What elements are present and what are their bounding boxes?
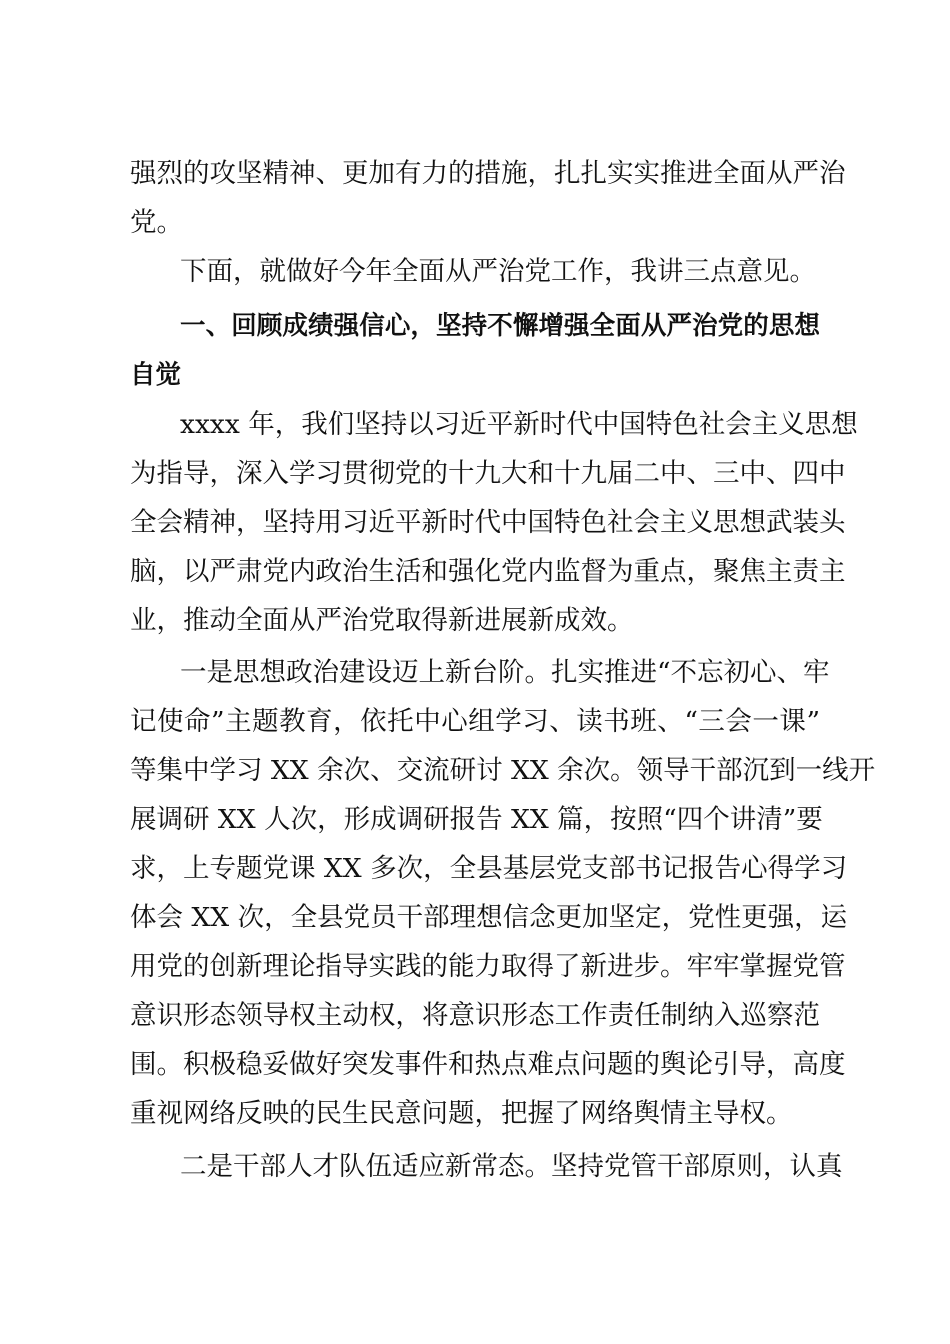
text-line-12: 记使命”主题教育，依托中心组学习、读书班、“三会一课” [130, 706, 820, 737]
text-line-6: xxxx 年，我们坚持以习近平新时代中国特色社会主义思想 [180, 409, 858, 440]
text-line-7: 为指导，深入学习贯彻党的十九大和十九届二中、三中、四中 [130, 458, 846, 489]
text-line-10: 业，推动全面从严治党取得新进展新成效。 [130, 605, 634, 636]
text-line-13: 等集中学习 XX 余次、交流研讨 XX 余次。领导干部沉到一线开 [130, 755, 876, 786]
text-line-19: 围。积极稳妥做好突发事件和热点难点问题的舆论引导，高度 [130, 1049, 846, 1080]
text-line-15: 求，上专题党课 XX 多次，全县基层党支部书记报告心得学习 [130, 853, 848, 884]
text-line-18: 意识形态领导权主动权，将意识形态工作责任制纳入巡察范 [130, 1000, 820, 1031]
section-heading-line-1: 一、回顾成绩强信心，坚持不懈增强全面从严治党的思想 [180, 311, 820, 341]
text-line-1: 强烈的攻坚精神、更加有力的措施，扎扎实实推进全面从严治 [130, 158, 846, 189]
text-line-3: 下面，就做好今年全面从严治党工作，我讲三点意见。 [180, 256, 816, 287]
text-line-8: 全会精神，坚持用习近平新时代中国特色社会主义思想武装头 [130, 507, 846, 538]
text-line-21: 二是干部人才队伍适应新常态。坚持党管干部原则，认真 [180, 1151, 843, 1182]
text-line-11: 一是思想政治建设迈上新台阶。扎实推进“不忘初心、牢 [180, 657, 830, 688]
text-line-20: 重视网络反映的民生民意问题，把握了网络舆情主导权。 [130, 1098, 793, 1129]
text-line-9: 脑，以严肃党内政治生活和强化党内监督为重点，聚焦主责主 [130, 556, 846, 587]
text-line-17: 用党的创新理论指导实践的能力取得了新进步。牢牢掌握党管 [130, 951, 846, 982]
text-line-14: 展调研 XX 人次，形成调研报告 XX 篇，按照“四个讲清”要 [130, 804, 823, 835]
text-line-16: 体会 XX 次，全县党员干部理想信念更加坚定，党性更强，运 [130, 902, 848, 933]
text-line-2: 党。 [130, 207, 183, 238]
section-heading-line-2: 自觉 [130, 360, 182, 390]
